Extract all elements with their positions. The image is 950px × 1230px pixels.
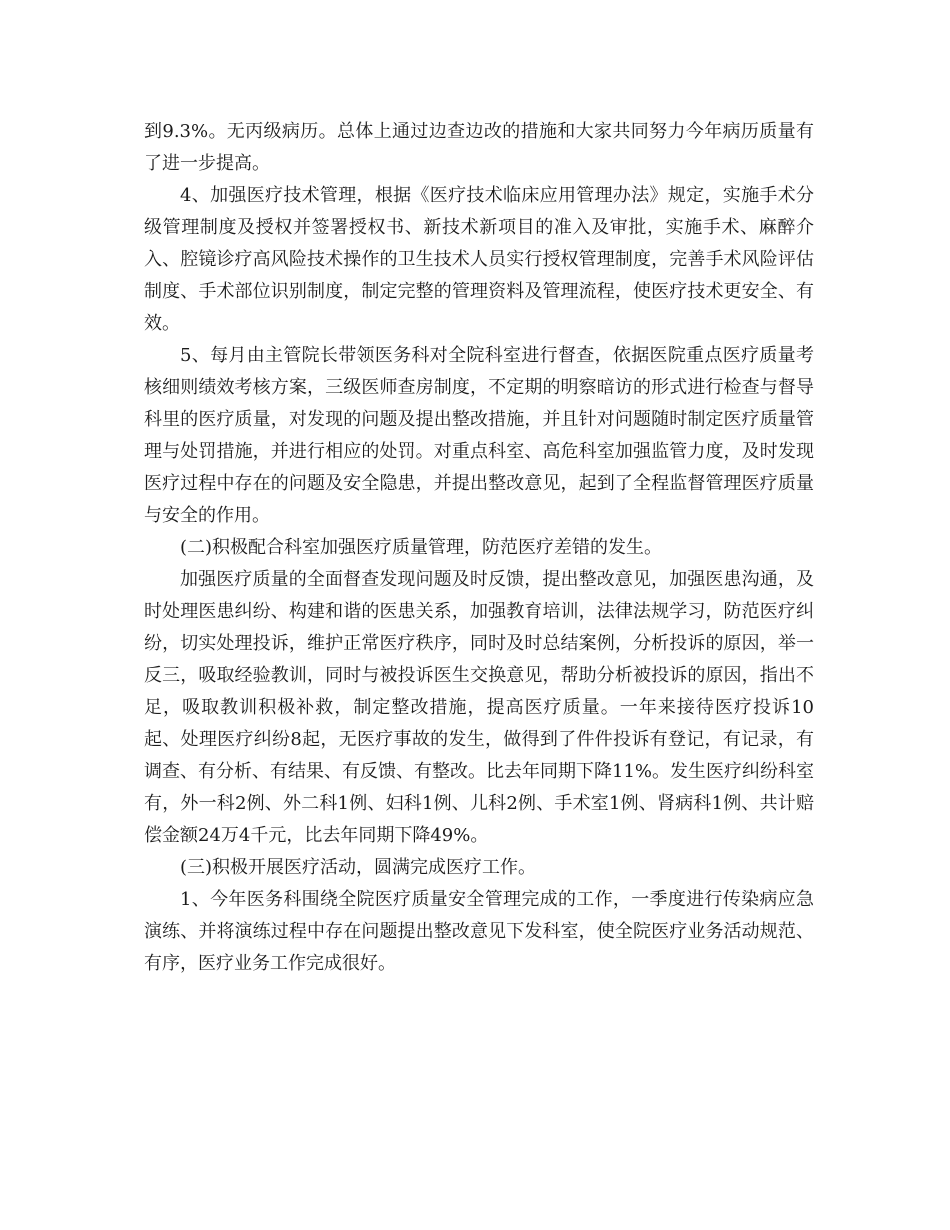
- paragraph-continuation: 到9.3%。无丙级病历。总体上通过边查边改的措施和大家共同努力今年病历质量有了进一步提高。: [144, 121, 814, 174]
- paragraph-item-1-emergency-drill: 1、今年医务科围绕全院医疗质量安全管理完成的工作，一季度进行传染病应急演练、并将演练过程中存在问题提出整改意见下发科室，使全院医疗业务活动规范、有序，医疗业务工作完成很好。: [144, 889, 814, 974]
- section-heading-3: (三)积极开展医疗活动，圆满完成医疗工作。: [180, 857, 537, 878]
- paragraph-item-5-monthly-inspection: 5、每月由主管院长带领医务科对全院科室进行督查，依据医院重点医疗质量考核细则绩效考核方案，三级医师查房制度，不定期的明察暗访的形式进行检查与督导科里的医疗质量，对发现的问题及提出整改措施，并且针对问题随时制定医疗质量管理与处罚措施，并进行相应的处罚。对重点科室、高危科室加强监管力度，及时发现医疗过程中存在的问题及安全隐患，并提出整改意见，起到了全程监督管理医疗质量与安全的作用。: [144, 345, 814, 526]
- document-body: [144, 116, 814, 980]
- section-heading-2: (二)积极配合科室加强医疗质量管理，防范医疗差错的发生。: [180, 537, 663, 558]
- paragraph-quality-supervision: 加强医疗质量的全面督查发现问题及时反馈，提出整改意见，加强医患沟通，及时处理医患纠纷、构建和谐的医患关系，加强教育培训，法律法规学习，防范医疗纠纷，切实处理投诉，维护正常医疗秩序，同时及时总结案例，分析投诉的原因，举一反三，吸取经验教训，同时与被投诉医生交换意见，帮助分析被投诉的原因，指出不足，吸取教训积极补救，制定整改措施，提高医疗质量。一年来接待医疗投诉10起、处理医疗纠纷8起，无医疗事故的发生，做得到了件件投诉有登记，有记录，有调查、有分析、有结果、有反馈、有整改。比去年同期下降11%。发生医疗纠纷科室有，外一科2例、外二科1例、妇科1例、儿科2例、手术室1例、肾病科1例、共计赔偿金额24万4千元，比去年同期下降49%。: [144, 569, 815, 846]
- paragraph-item-4-technology-management: 4、加强医疗技术管理，根据《医疗技术临床应用管理办法》规定，实施手术分级管理制度及授权并签署授权书、新技术新项目的准入及审批，实施手术、麻醉介入、腔镜诊疗高风险技术操作的卫生技术人员实行授权管理制度，完善手术风险评估制度、手术部位识别制度，制定完整的管理资料及管理流程，使医疗技术更安全、有效。: [144, 185, 814, 334]
